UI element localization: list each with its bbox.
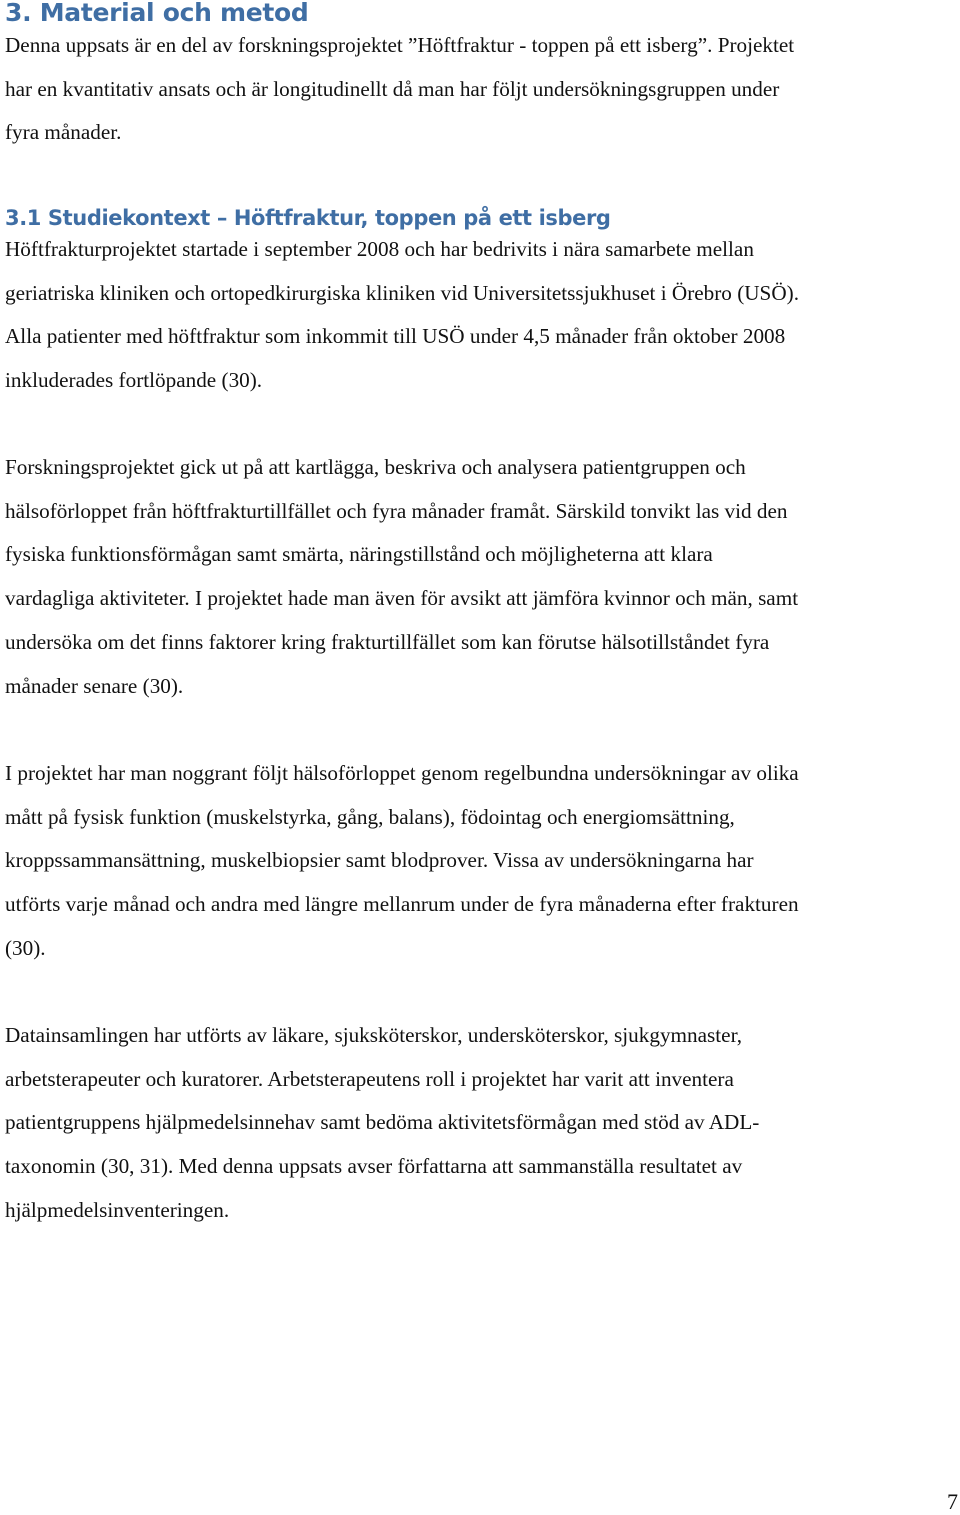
study-context-paragraph — [5, 228, 953, 403]
text-line: mått på fysisk funktion (muskelstyrka, gång, balans), födointag och energiomsättning, — [5, 804, 735, 829]
text-line: inkluderades fortlöpande (30). — [5, 368, 263, 393]
text-line: Alla patienter med höftfraktur som inkommit till USÖ under 4,5 månader från oktober 2008 — [5, 324, 786, 349]
text-line: I projektet har man noggrant följt hälsoförloppet genom regelbundna undersökningar av olika — [5, 761, 799, 785]
text-line: utförts varje månad och andra med längre mellanrum under de fyra månaderna efter frakturen — [5, 892, 799, 917]
text-line: hälsoförloppet från höftfrakturtillfället och fyra månader framåt. Särskild tonvikt las vid den — [5, 498, 788, 523]
text-line: månader senare (30). — [5, 673, 184, 698]
text-line: Datainsamlingen har utförts av läkare, sjuksköterskor, undersköterskor, sjukgymnaster, — [5, 1023, 743, 1047]
text-line: har en kvantitativ ansats och är longitudinellt då man har följt undersökningsgruppen under — [5, 76, 780, 101]
text-line: (30). — [5, 935, 46, 960]
text-line: undersöka om det finns faktorer kring frakturtillfället som kan förutse hälsotillståndet fyra — [5, 629, 770, 654]
text-line: kroppssammansättning, muskelbiopsier samt blodprover. Vissa av undersökningarna har — [5, 848, 754, 873]
text-line: patientgruppens hjälpmedelsinnehav samt bedöma aktivitetsförmågan med stöd av ADL- — [5, 1110, 760, 1135]
text-line: taxonomin (30, 31). Med denna uppsats avser författarna att sammanställa resultatet av — [5, 1154, 743, 1179]
page-number: 7 — [947, 1489, 958, 1514]
project-aim-paragraph — [5, 446, 953, 708]
text-line: arbetsterapeuter och kuratorer. Arbetsterapeutens roll i projektet har varit att inventera — [5, 1066, 734, 1091]
subsection-heading: 3.1 Studiekontext – Höftfraktur, toppen på ett isberg — [5, 206, 611, 230]
text-line: Denna uppsats är en del av forskningsprojektet ”Höftfraktur - toppen på ett isberg”. Projektet — [5, 33, 795, 57]
text-line: vardagliga aktiviteter. I projektet hade man även för avsikt att jämföra kvinnor och män, samt — [5, 586, 799, 611]
text-line: hjälpmedelsinventeringen. — [5, 1197, 230, 1222]
text-line: Forskningsprojektet gick ut på att kartlägga, beskriva och analysera patientgruppen och — [5, 455, 746, 479]
data-collection-paragraph — [5, 1014, 953, 1233]
text-line: Höftfrakturprojektet startade i september 2008 och har bedrivits i nära samarbete mellan — [5, 237, 754, 261]
text-line: geriatriska kliniken och ortopedkirurgiska kliniken vid Universitetssjukhuset i Örebro (USÖ). — [5, 280, 799, 305]
text-line: fyra månader. — [5, 120, 122, 145]
measurements-paragraph — [5, 752, 953, 971]
section-heading: 3. Material och metod — [5, 0, 309, 27]
intro-paragraph — [5, 24, 953, 155]
text-line: fysiska funktionsförmågan samt smärta, näringstillstånd och möjligheterna att klara — [5, 542, 713, 567]
